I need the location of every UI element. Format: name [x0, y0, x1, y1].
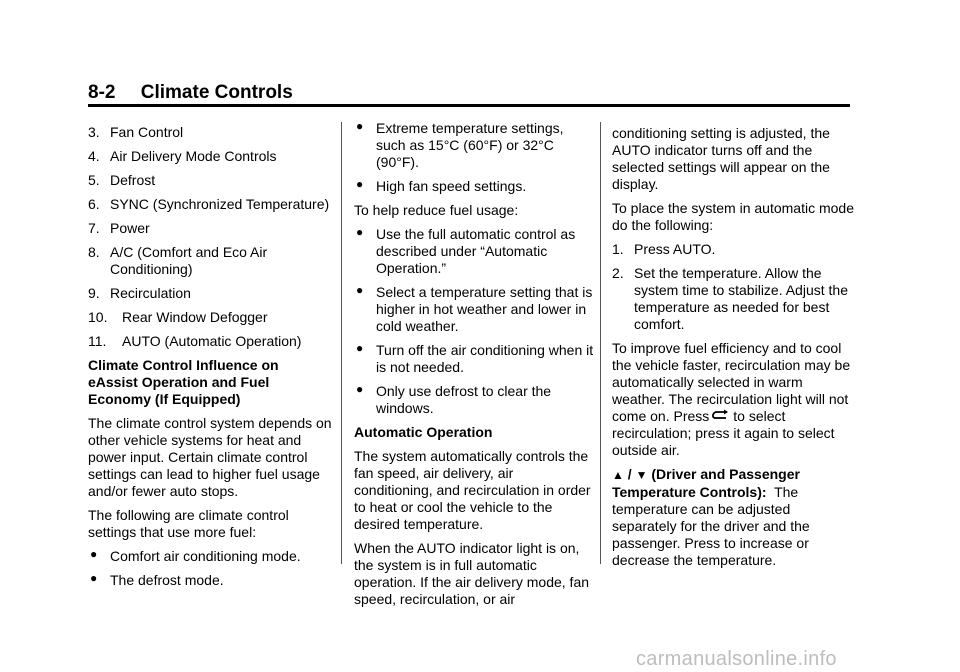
bullet-icon: ●	[356, 177, 364, 191]
section-title: Climate Controls	[140, 82, 293, 103]
paragraph: conditioning setting is adjusted, the AUTO indicator turns off and the selected settings will appear on the display.	[612, 125, 830, 192]
bullet-icon: ●	[356, 341, 364, 355]
list-item: 8. A/C (Comfort and Eco Air Conditioning)	[88, 244, 268, 277]
list-item: 6. SYNC (Synchronized Temperature)	[88, 196, 330, 212]
bullet-item: ● Select a temperature setting that is higher in hot weather and lower in cold weather.	[356, 283, 593, 334]
column-1	[88, 124, 332, 596]
subheading-eassist: Climate Control Influence on eAssist Operation and Fuel Economy (If Equipped)	[88, 357, 279, 407]
paragraph: The following are climate control settings that use more fuel:	[88, 507, 289, 540]
bullet-item: ● Turn off the air conditioning when it is not needed.	[356, 341, 594, 375]
page-number: 8-2	[88, 82, 116, 103]
paragraph: The climate control system depends on other vehicle systems for heat and power input. Certain climate control settings can lead to higher fuel usage and/or fewer auto stops.	[88, 415, 332, 499]
page-header	[88, 82, 293, 104]
temp-down-icon: ▼	[635, 468, 648, 482]
list-item: 5. Defrost	[88, 172, 156, 188]
column-divider-1	[341, 122, 342, 564]
header-rule	[88, 104, 850, 107]
paragraph-recirculation: To improve fuel efficiency and to cool the vehicle faster, recirculation may be automatically selected in warm weather. The recirculation light will not come on. Press to select recirculation; press it again to select outside air.	[612, 340, 851, 458]
subheading-automatic-operation: Automatic Operation	[354, 424, 493, 440]
list-item: 2. Set the temperature. Allow the system time to stabilize. Adjust the temperature as needed for best comfort.	[612, 265, 848, 332]
recirculation-icon	[711, 408, 731, 425]
bullet-icon: ●	[356, 283, 364, 297]
bullet-icon: ●	[90, 547, 98, 561]
bullet-icon: ●	[90, 571, 98, 585]
column-divider-2	[600, 122, 601, 564]
paragraph: To place the system in automatic mode do the following:	[612, 200, 855, 233]
temp-up-icon: ▲	[612, 468, 624, 482]
bullet-item: ● High fan speed settings.	[356, 177, 527, 194]
bullet-icon: ●	[356, 382, 364, 396]
paragraph: To help reduce fuel usage:	[354, 202, 519, 218]
column-2	[354, 120, 594, 615]
bullet-icon: ●	[356, 119, 364, 133]
footer-watermark: carmanualsonline.info	[636, 648, 837, 670]
bullet-item: ● The defrost mode.	[90, 571, 224, 588]
bullet-item: ● Use the full automatic control as described under “Automatic Operation.”	[356, 225, 576, 276]
list-item: 3. Fan Control	[88, 124, 184, 140]
list-item: 11. AUTO (Automatic Operation)	[88, 333, 302, 349]
column-3	[612, 125, 854, 576]
list-item: 9. Recirculation	[88, 285, 191, 301]
list-item: 4. Air Delivery Mode Controls	[88, 148, 277, 164]
paragraph-temperature: ▲ / ▼ (Driver and Passenger Temperature Controls): The temperature can be adjusted separately for the driver and the passenger. Press to increase or decrease the temperature.	[612, 466, 810, 568]
bullet-item: ● Extreme temperature settings, such as 15°C (60°F) or 32°C (90°F).	[356, 119, 564, 170]
bullet-item: ● Only use defrost to clear the windows.	[356, 382, 552, 416]
list-item: 1. Press AUTO.	[612, 241, 716, 257]
bullet-item: ● Comfort air conditioning mode.	[90, 547, 301, 564]
paragraph: The system automatically controls the fan speed, air delivery, air conditioning, and recirculation in order to heat or cool the vehicle to the desired temperature.	[354, 448, 591, 532]
bullet-icon: ●	[356, 225, 364, 239]
paragraph: When the AUTO indicator light is on, the system is in full automatic operation. If the air delivery mode, fan speed, recirculation, or air	[354, 540, 590, 607]
list-item: 10. Rear Window Defogger	[88, 309, 268, 325]
list-item: 7. Power	[88, 220, 150, 236]
